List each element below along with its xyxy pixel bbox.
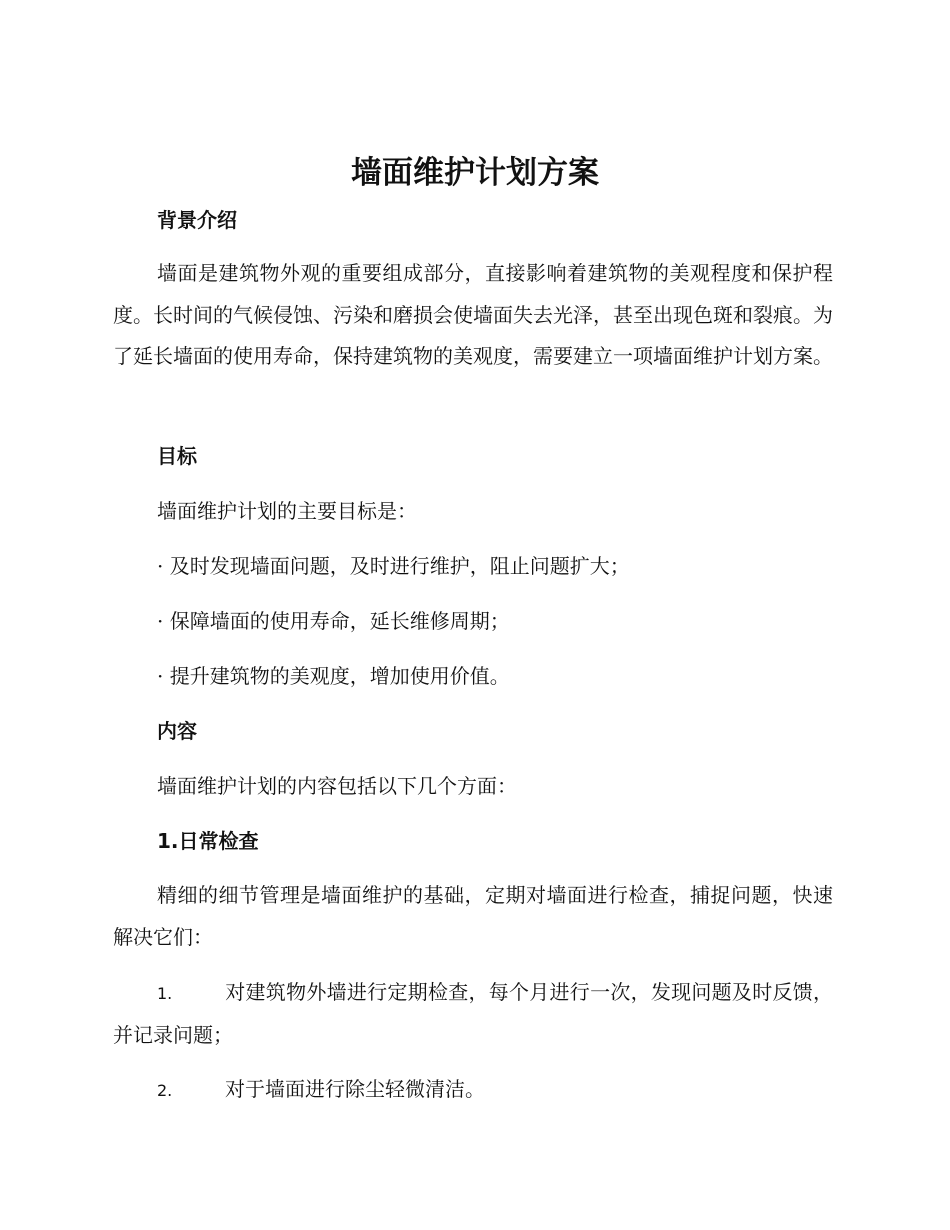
daily-check-paragraph: 精细的细节管理是墙面维护的基础，定期对墙面进行检查，捕捉问题，快速解决它们：	[113, 883, 833, 949]
goals-bullet-item: · 保障墙面的使用寿命，延长维修周期；	[157, 609, 510, 633]
goals-intro: 墙面维护计划的主要目标是：	[157, 499, 417, 523]
numbered-list-item	[113, 1069, 833, 1112]
background-paragraph: 墙面是建筑物外观的重要组成部分，直接影响着建筑物的美观程度和保护程度。长时间的气候侵蚀、污染和磨损会使墙面失去光泽，甚至出现色斑和裂痕。为了延长墙面的使用寿命，保持建筑物的美观度，需要建立一项墙面维护计划方案。	[113, 261, 833, 368]
list-item-text: 对建筑物外墙进行定期检查，每个月进行一次，发现问题及时反馈，并记录问题；	[113, 980, 833, 1047]
section-heading-goals: 目标	[157, 444, 197, 468]
numbered-list-item	[113, 972, 833, 1056]
list-item-number: 1.	[157, 984, 173, 1003]
section-heading-background: 背景介绍	[157, 208, 237, 232]
goals-bullet-item: · 提升建筑物的美观度，增加使用价值。	[157, 664, 510, 688]
content-intro: 墙面维护计划的内容包括以下几个方面：	[157, 774, 517, 798]
document-title: 墙面维护计划方案	[351, 155, 599, 191]
list-item-text: 对于墙面进行除尘轻微清洁。	[225, 1077, 485, 1101]
list-item-number: 2.	[157, 1081, 173, 1100]
section-heading-content: 内容	[157, 719, 197, 743]
subsection-heading-daily-check: 1.日常检查	[157, 829, 259, 853]
goals-bullet-item: · 及时发现墙面问题，及时进行维护，阻止问题扩大；	[157, 554, 630, 578]
